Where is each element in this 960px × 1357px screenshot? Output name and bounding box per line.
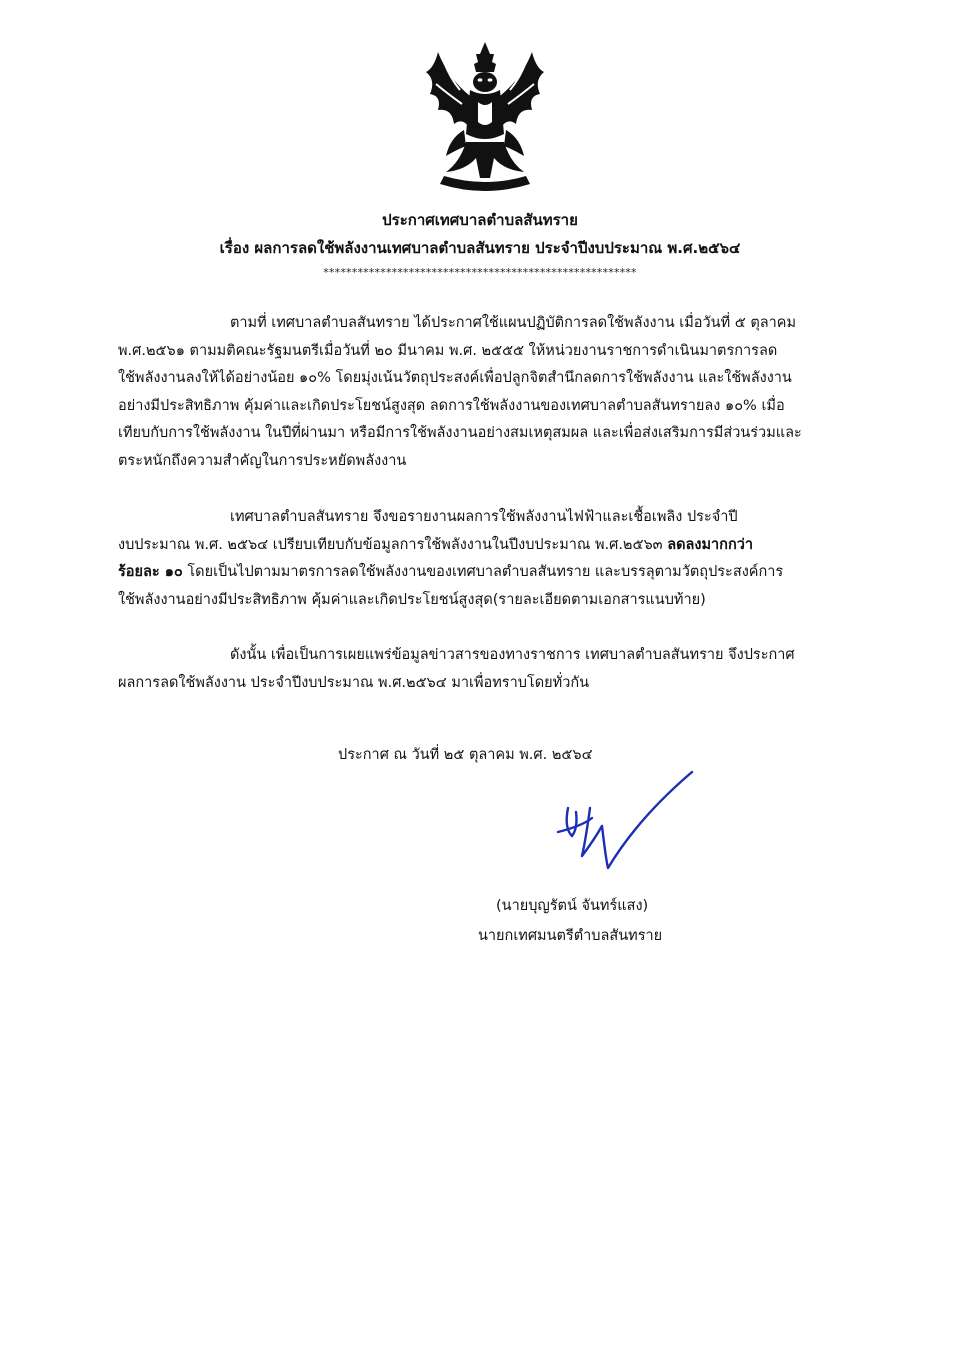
paragraph-2-line	[118, 532, 868, 560]
paragraph-2-line: ใช้พลังงานอย่างมีประสิทธิภาพ คุ้มค่าและเกิดประโยชน์สูงสุด(รายละเอียดตามเอกสารแนบท้าย)	[118, 591, 706, 608]
paragraph-3-line: ดังนั้น เพื่อเป็นการเผยแพร่ข้อมูลข่าวสารของทางราชการ เทศบาลตำบลสันทราย จึงประกาศ	[230, 647, 795, 663]
announcement-date: ประกาศ ณ วันที่ ๒๕ ตุลาคม พ.ศ. ๒๕๖๔	[338, 747, 593, 763]
paragraph-1-line: พ.ศ.๒๕๖๑ ตามมติคณะรัฐมนตรีเมื่อวันที่ ๒๐ มีนาคม พ.ศ. ๒๕๕๕ ให้หน่วยงานราชการดำเนินมาตรการลด	[118, 342, 778, 359]
paragraph-3	[118, 642, 868, 697]
paragraph-3-line: ผลการลดใช้พลังงาน ประจำปีงบประมาณ พ.ศ.๒๕๖๔ มาเพื่อทราบโดยทั่วกัน	[118, 674, 590, 691]
announcement-title: ประกาศเทศบาลตำบลสันทราย	[382, 211, 578, 229]
announcement-subject: เรื่อง ผลการลดใช้พลังงานเทศบาลตำบลสันทราย ประจำปีงบประมาณ พ.ศ.๒๕๖๔	[219, 239, 741, 257]
paragraph-1-line: เทียบกับการใช้พลังงาน ในปีที่ผ่านมา หรือมีการใช้พลังงานอย่างสมเหตุสมผล และเพื่อส่งเสริมการมีส่วนร่วมและ	[118, 425, 802, 442]
paragraph-2-line: เทศบาลตำบลสันทราย จึงขอรายงานผลการใช้พลังงานไฟฟ้าและเชื้อเพลิง ประจำปี	[230, 509, 738, 525]
paragraph-1-line: ใช้พลังงานลงให้ได้อย่างน้อย ๑๐% โดยมุ่งเน้นวัตถุประสงค์เพื่อปลูกจิตสำนึกลดการใช้พลังงาน และใช้พลังงาน	[118, 370, 792, 387]
paragraph-1-line: ตระหนักถึงความสำคัญในการประหยัดพลังงาน	[118, 452, 407, 469]
divider-stars: *******************************************************	[323, 266, 637, 279]
paragraph-1-line: ตามที่ เทศบาลตำบลสันทราย ได้ประกาศใช้แผนปฏิบัติการลดใช้พลังงาน เมื่อวันที่ ๕ ตุลาคม	[230, 315, 797, 331]
paragraph-2-line	[118, 559, 868, 587]
paragraph-2-emphasis: ลดลงมากกว่า	[667, 536, 754, 553]
paragraph-2-emphasis: ร้อยละ ๑๐	[118, 564, 183, 581]
paragraph-2-text: โดยเป็นไปตามมาตรการลดใช้พลังงานของเทศบาลตำบลสันทราย และบรรลุตามวัตถุประสงค์การ	[182, 564, 784, 581]
signer-title: นายกเทศมนตรีตำบลสันทราย	[478, 928, 663, 944]
signature-icon	[548, 768, 708, 888]
paragraph-1	[118, 310, 868, 476]
garuda-emblem-icon	[420, 38, 550, 198]
signer-name: (นายบุญรัตน์ จันทร์แสง)	[496, 898, 649, 914]
paragraph-2-text: งบประมาณ พ.ศ. ๒๕๖๔ เปรียบเทียบกับข้อมูลการใช้พลังงานในปีงบประมาณ พ.ศ.๒๕๖๓	[118, 536, 668, 553]
paragraph-2	[118, 504, 868, 614]
paragraph-1-line: อย่างมีประสิทธิภาพ คุ้มค่าและเกิดประโยชน์สูงสุด ลดการใช้พลังงานของเทศบาลตำบลสันทรายลง ๑๐% เมื่อ	[118, 397, 785, 414]
